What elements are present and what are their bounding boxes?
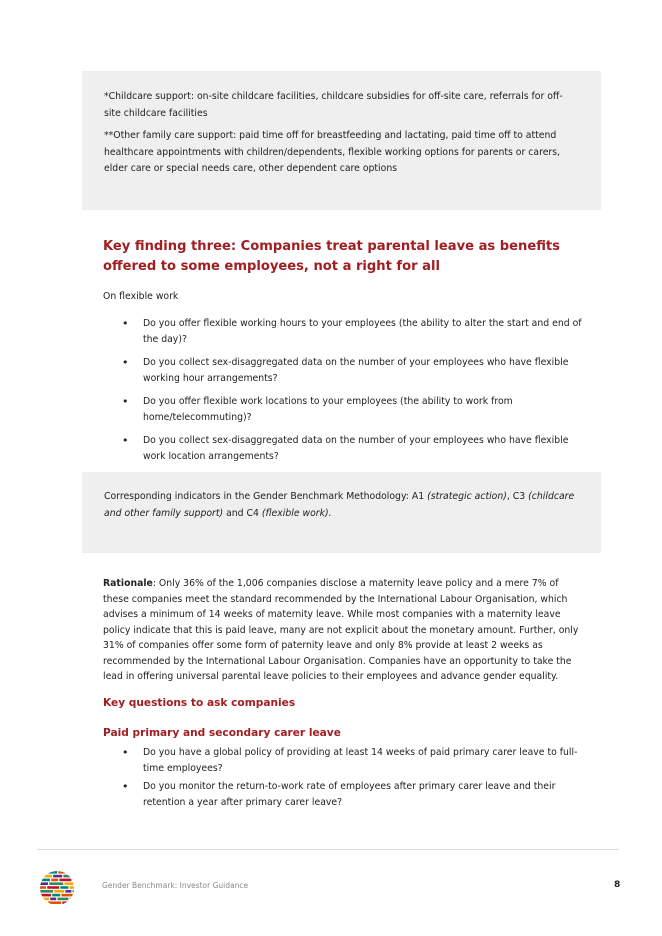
- logo-stripe: [60, 886, 68, 889]
- logo-stripe: [39, 879, 50, 882]
- carer-leave-heading: Paid primary and secondary carer leave: [103, 727, 341, 739]
- logo-stripe: [39, 871, 45, 874]
- list-item: • Do you collect sex-disaggregated data on the number of your employees who have flexible working hour arrangements?: [103, 355, 583, 386]
- footer-divider: [37, 849, 619, 850]
- rationale-paragraph: [103, 576, 581, 685]
- logo-stripe: [73, 879, 75, 882]
- logo-stripe: [62, 901, 71, 904]
- flexible-work-subtitle: On flexible work: [103, 291, 179, 302]
- logo-stripe: [39, 890, 53, 893]
- list-item: • Do you have a global policy of providing at least 14 weeks of paid primary carer leave to full-time employees?: [103, 745, 583, 776]
- indicators-text: [104, 489, 579, 522]
- rationale-text: : Only 36% of the 1,006 companies disclose a maternity leave policy and a mere 7% of these companies meet the standard recommended by the International Labour Organisation, which advises a minimum of 14 weeks of maternity leave. While most companies with a maternity leave policy indicate that this is paid leave, many are not explicit about the monetary amount. Further, only 31% of companies offer some form of paternity leave and only 8% provide at least 2 weeks as recommended by the International Labour Organisation. Companies have an opportunity to take the lead in offering universal parental leave policies to their employees and advance gender equality.: [103, 578, 579, 682]
- footnote-box: [82, 71, 601, 210]
- logo-stripe: [39, 898, 49, 901]
- indicator-c4: (flexible work).: [261, 507, 332, 519]
- logo-stripe: [63, 875, 75, 878]
- logo-stripe: [39, 901, 47, 904]
- striped-circle-logo-icon: [39, 870, 75, 906]
- list-item: • Do you offer flexible work locations to your employees (the ability to work from home/telecommuting)?: [103, 394, 583, 425]
- logo-stripe: [58, 871, 65, 874]
- flexible-work-questions: [103, 316, 583, 472]
- indicators-box: [82, 472, 601, 553]
- logo-stripe: [39, 894, 51, 897]
- logo-stripe: [57, 898, 68, 901]
- logo-stripe: [39, 882, 48, 885]
- list-item: • Do you collect sex-disaggregated data on the number of your employees who have flexible work location arrangements?: [103, 433, 583, 464]
- logo-stripe: [53, 875, 62, 878]
- rationale-label: Rationale: [103, 578, 153, 589]
- key-questions-heading: Key questions to ask companies: [103, 697, 296, 709]
- list-item: • Do you offer flexible working hours to your employees (the ability to alter the start and end of the day)?: [103, 316, 583, 347]
- indicator-a1: (strategic action): [427, 491, 507, 502]
- indicators-sep: and C4: [223, 507, 262, 519]
- logo-stripe: [49, 882, 63, 885]
- carer-leave-questions: [103, 745, 583, 813]
- logo-stripe: [47, 886, 59, 889]
- childcare-note: *Childcare support: on-site childcare facilities, childcare subsidies for off-site care, referrals for off-site childcare facilities: [104, 91, 563, 119]
- logo-stripe: [51, 879, 58, 882]
- logo-stripe: [46, 871, 57, 874]
- logo-stripe: [48, 901, 61, 904]
- indicators-prefix: Corresponding indicators in the Gender Benchmark Methodology: A1: [104, 491, 428, 502]
- logo-stripe: [73, 890, 75, 893]
- logo-stripe: [70, 886, 75, 889]
- logo-stripe: [65, 890, 71, 893]
- logo-stripe: [67, 871, 75, 874]
- logo-stripe: [73, 901, 75, 904]
- logo-stripe: [59, 879, 71, 882]
- logo-stripe: [64, 882, 74, 885]
- list-item: • Do you monitor the return-to-work rate of employees after primary carer leave and their retention a year after primary carer leave?: [103, 779, 583, 810]
- key-finding-heading: Key finding three: Companies treat parental leave as benefits offered to some employees, not a right for all: [103, 239, 560, 274]
- logo-stripe: [61, 894, 74, 897]
- indicators-sep: , C3: [506, 491, 529, 502]
- footer-title: Gender Benchmark: Investor Guidance: [102, 881, 249, 890]
- logo-stripe: [39, 875, 52, 878]
- logo-stripe: [52, 894, 60, 897]
- page-number: 8: [614, 880, 621, 890]
- family-care-note: **Other family care support: paid time off for breastfeeding and lactating, paid time off to attend healthcare appointments with children/dependents, flexible working options for parents or carers, elder care or special needs care, other dependent care options: [104, 130, 561, 174]
- logo-stripe: [70, 898, 75, 901]
- logo-stripe: [39, 886, 46, 889]
- indicator-c3: (childcare and other family support): [104, 491, 575, 519]
- logo-stripe: [54, 890, 64, 893]
- logo-stripe: [50, 898, 56, 901]
